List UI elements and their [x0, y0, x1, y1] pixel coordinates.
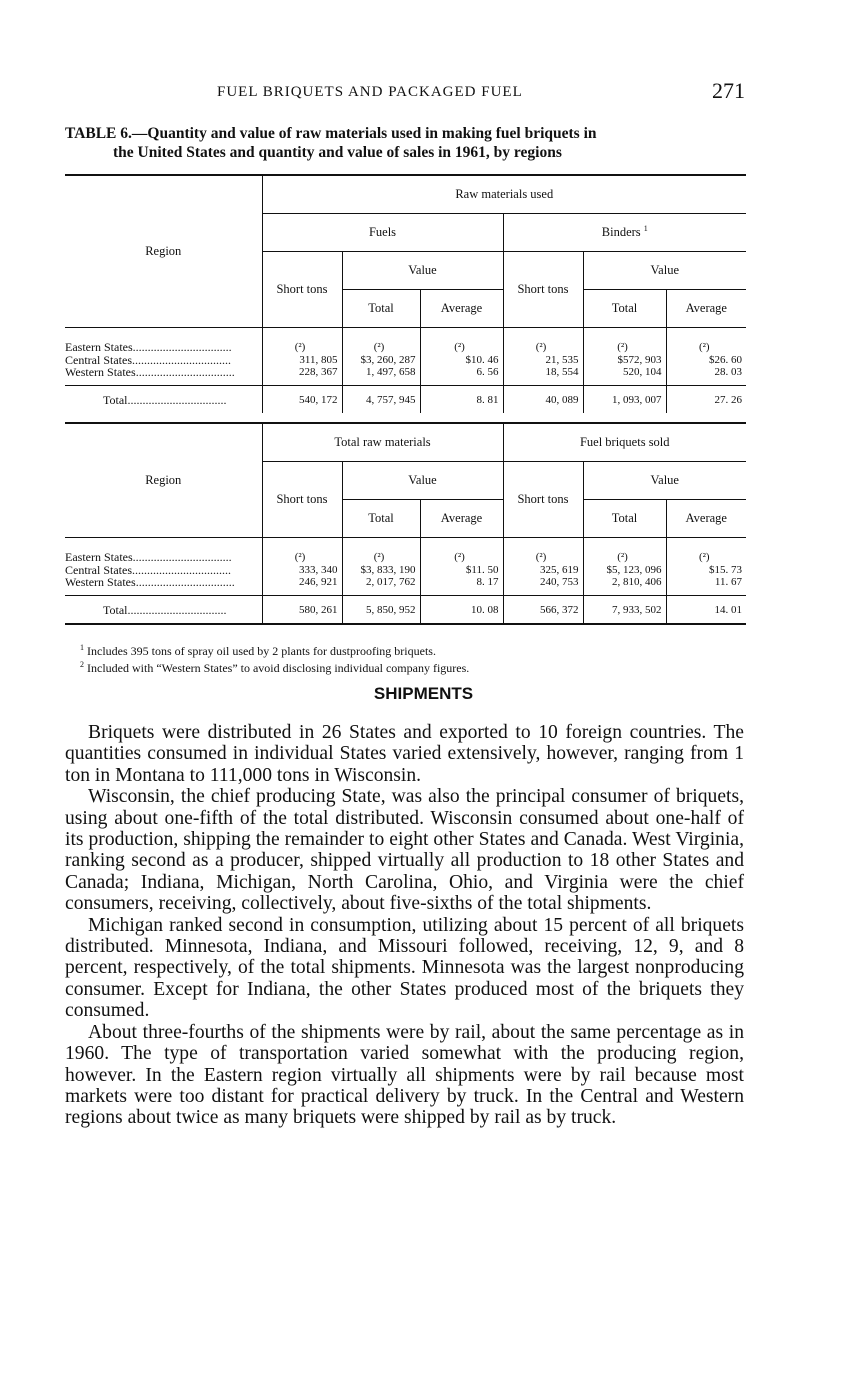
raw-materials-table [65, 174, 746, 413]
footnote-1: $^1$ Includes 395 tons of spray oil used by 2 plants for dustproofing briquets. [80, 643, 436, 658]
total-label: Total ..... [103, 394, 258, 407]
footnote-2: $^2$ Included with “Western States” to avoid disclosing individual company figures. [80, 660, 470, 675]
table-cell: 40, 089 [503, 385, 583, 413]
total-raw-materials-header: Total raw materials [262, 423, 503, 462]
region-label: Eastern States ..... [65, 551, 258, 564]
fuels-header: Fuels [262, 214, 503, 252]
table-cell: (²) $26. 60 28. 03 [666, 328, 746, 386]
raw-total-header: Total [342, 500, 420, 538]
sold-average-header: Average [666, 500, 746, 538]
binders-total-header: Total [583, 290, 666, 328]
table-cell: (²) $11. 50 8. 17 [420, 538, 503, 596]
paragraph: About three-fourths of the shipments were by rail, about the same percentage as in 1960. The type of transportation varied somewhat with the producing region, however. In the Eastern region virtually all shipments were by rail because most markets were too distant for practical delivery by truck. In the Central and Western regions about twice as many briquets were shipped by rail as by truck. [65, 1021, 744, 1129]
table-cell: 27. 26 [666, 385, 746, 413]
binders-label: Binders [601, 225, 641, 240]
binders-header [503, 214, 746, 252]
fuels-average-header: Average [420, 290, 503, 328]
table-cell: (²) 311, 805 228, 367 [262, 328, 342, 386]
fuel-briquets-sold-header: Fuel briquets sold [503, 423, 746, 462]
table-cell: (²) 333, 340 246, 921 [262, 538, 342, 596]
binders-value-header: Value [583, 252, 746, 290]
binders-footnote-mark: 1 [643, 224, 648, 234]
table-caption [65, 124, 747, 162]
binders-short-tons-header: Short tons [503, 252, 583, 328]
region-label: Central States ..... [65, 564, 258, 577]
table-cell: (²) $3, 833, 190 2, 017, 762 [342, 538, 420, 596]
table-cell: (²) 21, 535 18, 554 [503, 328, 583, 386]
body-text [65, 722, 744, 1129]
table-cell: 14. 01 [666, 595, 746, 624]
table-cell: (²) 325, 619 240, 753 [503, 538, 583, 596]
table-cell: 540, 172 [262, 385, 342, 413]
binders-average-header: Average [666, 290, 746, 328]
table-cell: (²) $3, 260, 287 1, 497, 658 [342, 328, 420, 386]
table-cell: 5, 850, 952 [342, 595, 420, 624]
fuels-value-header: Value [342, 252, 503, 290]
sales-table [65, 422, 746, 625]
paragraph: Michigan ranked second in consumption, utilizing about 15 percent of all briquets distributed. Minnesota, Indiana, and Missouri followed, receiving, 12, 9, and 8 percent, respectively, of the total shipments. Minnesota was the largest nonproducing consumer. Except for Indiana, the other States produced most of the briquets they consumed. [65, 914, 744, 1022]
paragraph: Wisconsin, the chief producing State, was also the principal consumer of briquets, using about one-fifth of the total distributed. Wisconsin consumed about one-half of its production, shipping the remainder to eight other States and Canada. West Virginia, ranking second as a producer, shipped virtually all production to 18 other States and Canada; Indiana, Michigan, North Carolina, Ohio, and Virginia were the chief consumers, receiving, collectively, about five-sixths of the total shipments. [65, 786, 744, 915]
running-head [65, 78, 745, 104]
region-label: Central States ..... [65, 354, 258, 367]
table-cell: (²) $15. 73 11. 67 [666, 538, 746, 596]
section-heading: SHIPMENTS [373, 684, 474, 703]
fuels-total-header: Total [342, 290, 420, 328]
table-row [65, 328, 746, 386]
table-footnotes [80, 641, 740, 675]
region-label: Western States ..... [65, 366, 258, 379]
region-label: Western States ..... [65, 576, 258, 589]
raw-materials-header: Raw materials used [262, 175, 746, 214]
sold-value-header: Value [583, 462, 746, 500]
table-row [65, 538, 746, 596]
region-header: Region [65, 423, 262, 538]
raw-short-tons-header: Short tons [262, 462, 342, 538]
table-cell: 7, 933, 502 [583, 595, 666, 624]
total-label: Total ..... [103, 604, 258, 617]
sold-short-tons-header: Short tons [503, 462, 583, 538]
table-cell: 4, 757, 945 [342, 385, 420, 413]
raw-value-header: Value [342, 462, 503, 500]
table-cell: 8. 81 [420, 385, 503, 413]
fuels-short-tons-header: Short tons [262, 252, 342, 328]
table-caption-line-1: TABLE 6.—Quantity and value of raw materials used in making fuel briquets in [65, 125, 597, 142]
paragraph: Briquets were distributed in 26 States and exported to 10 foreign countries. The quantities consumed in individual States varied extensively, however, ranging from 1 ton in Montana to 111,000 tons in Wisconsin. [65, 722, 744, 786]
table-cell: 1, 093, 007 [583, 385, 666, 413]
page-number: 271 [712, 78, 745, 103]
table-cell: 10. 08 [420, 595, 503, 624]
table-cell: 580, 261 [262, 595, 342, 624]
running-head-title: FUEL BRIQUETS AND PACKAGED FUEL [217, 84, 523, 100]
table-cell: (²) $572, 903 520, 104 [583, 328, 666, 386]
table-total-row [65, 595, 746, 624]
sold-total-header: Total [583, 500, 666, 538]
table-cell: (²) $10. 46 6. 56 [420, 328, 503, 386]
table-cell: 566, 372 [503, 595, 583, 624]
table-total-row [65, 385, 746, 413]
region-header: Region [65, 175, 262, 328]
region-label: Eastern States ..... [65, 341, 258, 354]
table-cell: (²) $5, 123, 096 2, 810, 406 [583, 538, 666, 596]
raw-average-header: Average [420, 500, 503, 538]
table-caption-line-2: the United States and quantity and value of sales in 1961, by regions [113, 144, 562, 161]
